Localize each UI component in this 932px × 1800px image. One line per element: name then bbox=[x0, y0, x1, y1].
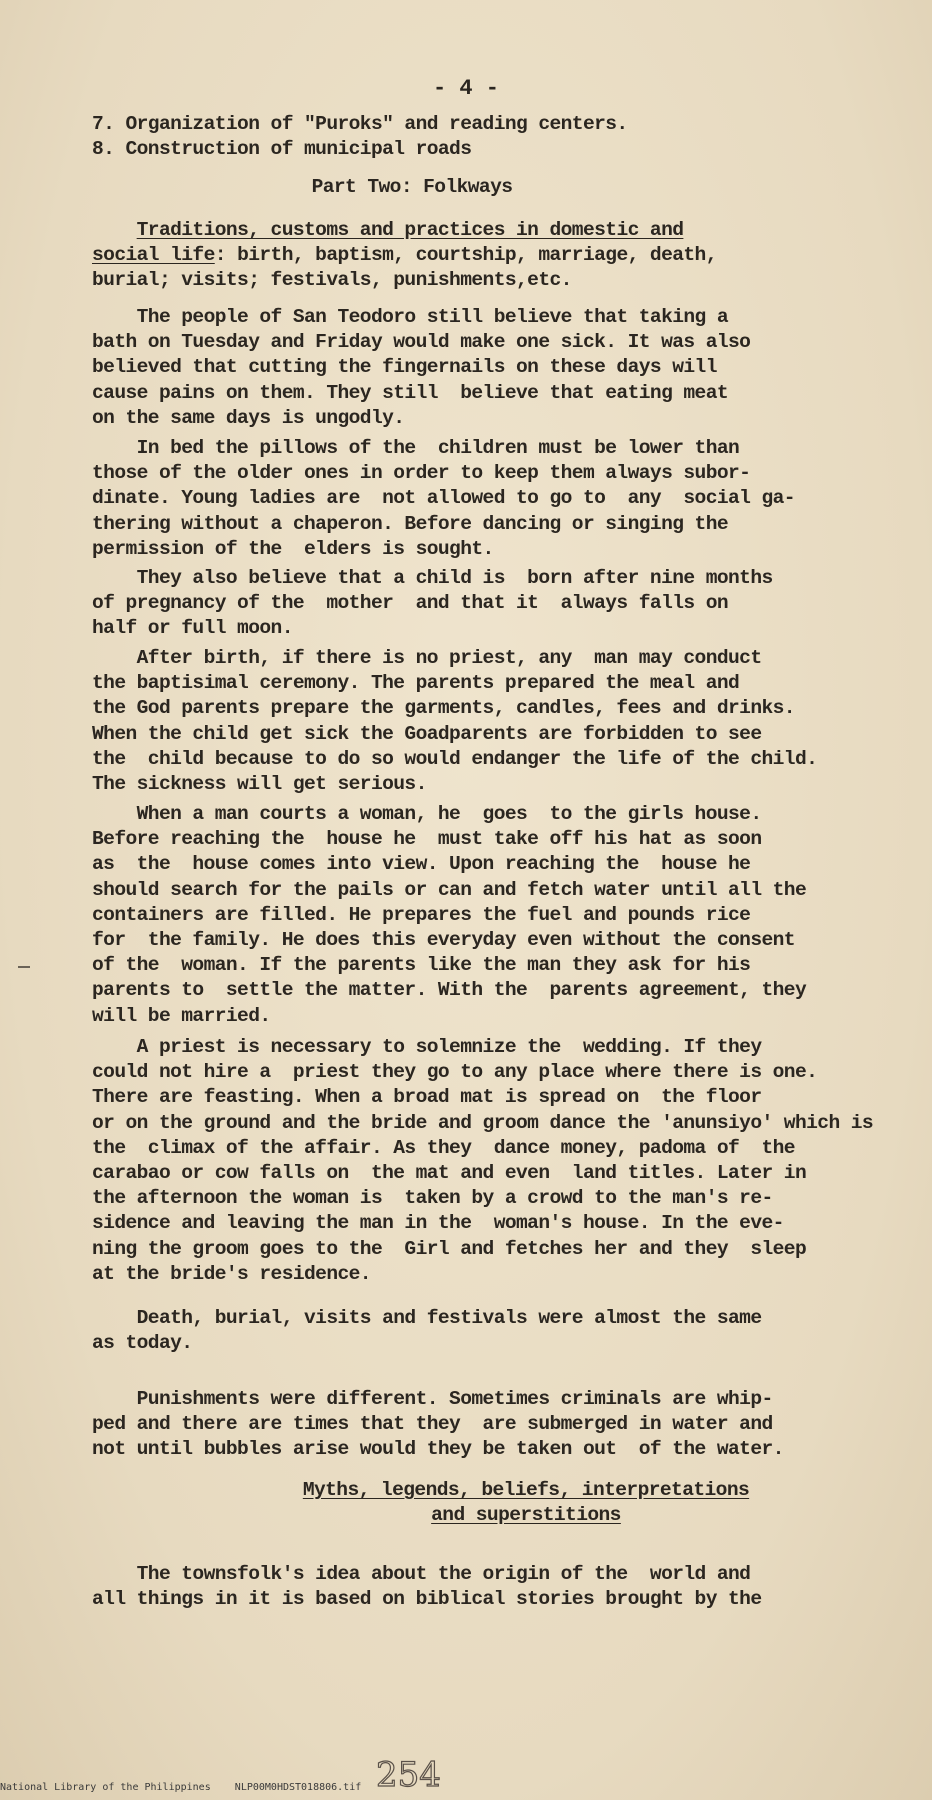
para-line: sidence and leaving the man in the woman's house. In the eve- bbox=[92, 1212, 784, 1235]
para-line: Before reaching the house he must take off his hat as soon bbox=[92, 828, 762, 851]
paragraph-5 bbox=[92, 802, 882, 1029]
para-line: of pregnancy of the mother and that it always falls on bbox=[92, 592, 729, 615]
para-line: will be married. bbox=[92, 1004, 271, 1027]
list-items bbox=[92, 112, 882, 162]
archive-footer: National Library of the Philippines NLP00M0HDST018806.tif bbox=[0, 1782, 362, 1793]
section1-title: Traditions, customs and practices in domestic and bbox=[136, 219, 684, 241]
para-line: They also believe that a child is born after nine months bbox=[92, 567, 773, 589]
para-line: When the child get sick the Goadparents are forbidden to see bbox=[92, 722, 762, 745]
para-line: the climax of the affair. As they dance money, padoma of the bbox=[92, 1136, 795, 1159]
para-line: on the same days is ungodly. bbox=[92, 406, 405, 429]
para-line: as today. bbox=[92, 1332, 193, 1355]
paragraph-1 bbox=[92, 305, 882, 431]
para-line: The sickness will get serious. bbox=[92, 773, 427, 796]
para-line: thering without a chaperon. Before dancing or singing the bbox=[92, 512, 729, 535]
section2-title: Myths, legends, beliefs, interpretations bbox=[302, 1479, 750, 1501]
para-line: not until bubbles arise would they be taken out of the water. bbox=[92, 1438, 784, 1461]
paragraph-4 bbox=[92, 646, 882, 797]
para-line: cause pains on them. They still believe that eating meat bbox=[92, 381, 729, 404]
para-line: Death, burial, visits and festivals were almost the same bbox=[92, 1307, 762, 1329]
section2-title-line2 bbox=[120, 1503, 932, 1528]
para-line: or on the ground and the bride and groom dance the 'anunsiyo' which is bbox=[92, 1111, 874, 1134]
handwritten-stamp-number bbox=[370, 1750, 460, 1794]
list-item-8: 8. Construction of municipal roads bbox=[92, 138, 472, 161]
para-line: believed that cutting the fingernails on these days will bbox=[92, 356, 717, 379]
para-line: A priest is necessary to solemnize the wedding. If they bbox=[92, 1036, 762, 1058]
para-line: There are feasting. When a broad mat is spread on the floor bbox=[92, 1086, 762, 1109]
para-line: ning the groom goes to the Girl and fetches her and they sleep bbox=[92, 1237, 807, 1260]
section1-title-line2 bbox=[92, 243, 882, 268]
para-line: permission of the elders is sought. bbox=[92, 537, 494, 560]
section1-title-line1 bbox=[92, 218, 882, 243]
page-number: - 4 - bbox=[432, 76, 499, 101]
para-line: for the family. He does this everyday even without the consent bbox=[92, 929, 795, 952]
para-line: parents to settle the matter. With the parents agreement, they bbox=[92, 979, 807, 1002]
list-item-7: 7. Organization of "Puroks" and reading centers. bbox=[92, 113, 628, 135]
para-line: dinate. Young ladies are not allowed to go to any social ga- bbox=[92, 487, 795, 510]
para-line: the baptisimal ceremony. The parents prepared the meal and bbox=[92, 672, 740, 695]
section2-subtitle: and superstitions bbox=[431, 1504, 621, 1527]
section1-heading bbox=[92, 218, 882, 294]
para-line: those of the older ones in order to keep them always subor- bbox=[92, 462, 751, 485]
part-heading bbox=[92, 175, 882, 200]
para-line: The townsfolk's idea about the origin of the world and bbox=[92, 1563, 751, 1585]
margin-mark bbox=[18, 966, 30, 968]
part-heading-text: Part Two: Folkways bbox=[311, 176, 513, 198]
para-line: ped and there are times that they are submerged in water and bbox=[92, 1413, 773, 1436]
para-line: as the house comes into view. Upon reaching the house he bbox=[92, 853, 751, 876]
para-line: Punishments were different. Sometimes criminals are whip- bbox=[92, 1388, 773, 1410]
para-line: After birth, if there is no priest, any man may conduct bbox=[92, 647, 762, 669]
para-line: bath on Tuesday and Friday would make one sick. It was also bbox=[92, 331, 751, 354]
paragraph-6 bbox=[92, 1035, 882, 1287]
para-line: carabao or cow falls on the mat and even land titles. Later in bbox=[92, 1162, 807, 1185]
paragraph-3 bbox=[92, 566, 882, 642]
section2-title-line1 bbox=[120, 1478, 932, 1503]
section1-title-underlined: social life bbox=[92, 244, 215, 267]
para-line: the child because to do so would endanger the life of the child. bbox=[92, 747, 818, 770]
stamp-number-text: 254 bbox=[376, 1755, 441, 1794]
para-line: When a man courts a woman, he goes to the girls house. bbox=[92, 803, 762, 825]
para-line: the afternoon the woman is taken by a crowd to the man's re- bbox=[92, 1187, 773, 1210]
paragraph-7 bbox=[92, 1306, 882, 1356]
para-line: In bed the pillows of the children must be lower than bbox=[92, 437, 740, 459]
section2-heading bbox=[0, 1478, 932, 1528]
para-line: of the woman. If the parents like the man they ask for his bbox=[92, 954, 751, 977]
para-line: should search for the pails or can and fetch water until all the bbox=[92, 878, 807, 901]
paragraph-8 bbox=[92, 1387, 882, 1463]
para-line: could not hire a priest they go to any place where there is one. bbox=[92, 1061, 818, 1084]
para-line: containers are filled. He prepares the fuel and pounds rice bbox=[92, 903, 751, 926]
para-line: at the bride's residence. bbox=[92, 1262, 371, 1285]
section1-title-rest: : birth, baptism, courtship, marriage, death, bbox=[214, 244, 717, 267]
para-line: all things in it is based on biblical stories brought by the bbox=[92, 1588, 762, 1611]
section1-title-line3: burial; visits; festivals, punishments,etc. bbox=[92, 269, 572, 292]
para-line: The people of San Teodoro still believe that taking a bbox=[92, 306, 729, 328]
final-paragraph bbox=[92, 1562, 882, 1612]
paragraph-2 bbox=[92, 436, 882, 562]
para-line: half or full moon. bbox=[92, 617, 293, 640]
para-line: the God parents prepare the garments, candles, fees and drinks. bbox=[92, 697, 795, 720]
